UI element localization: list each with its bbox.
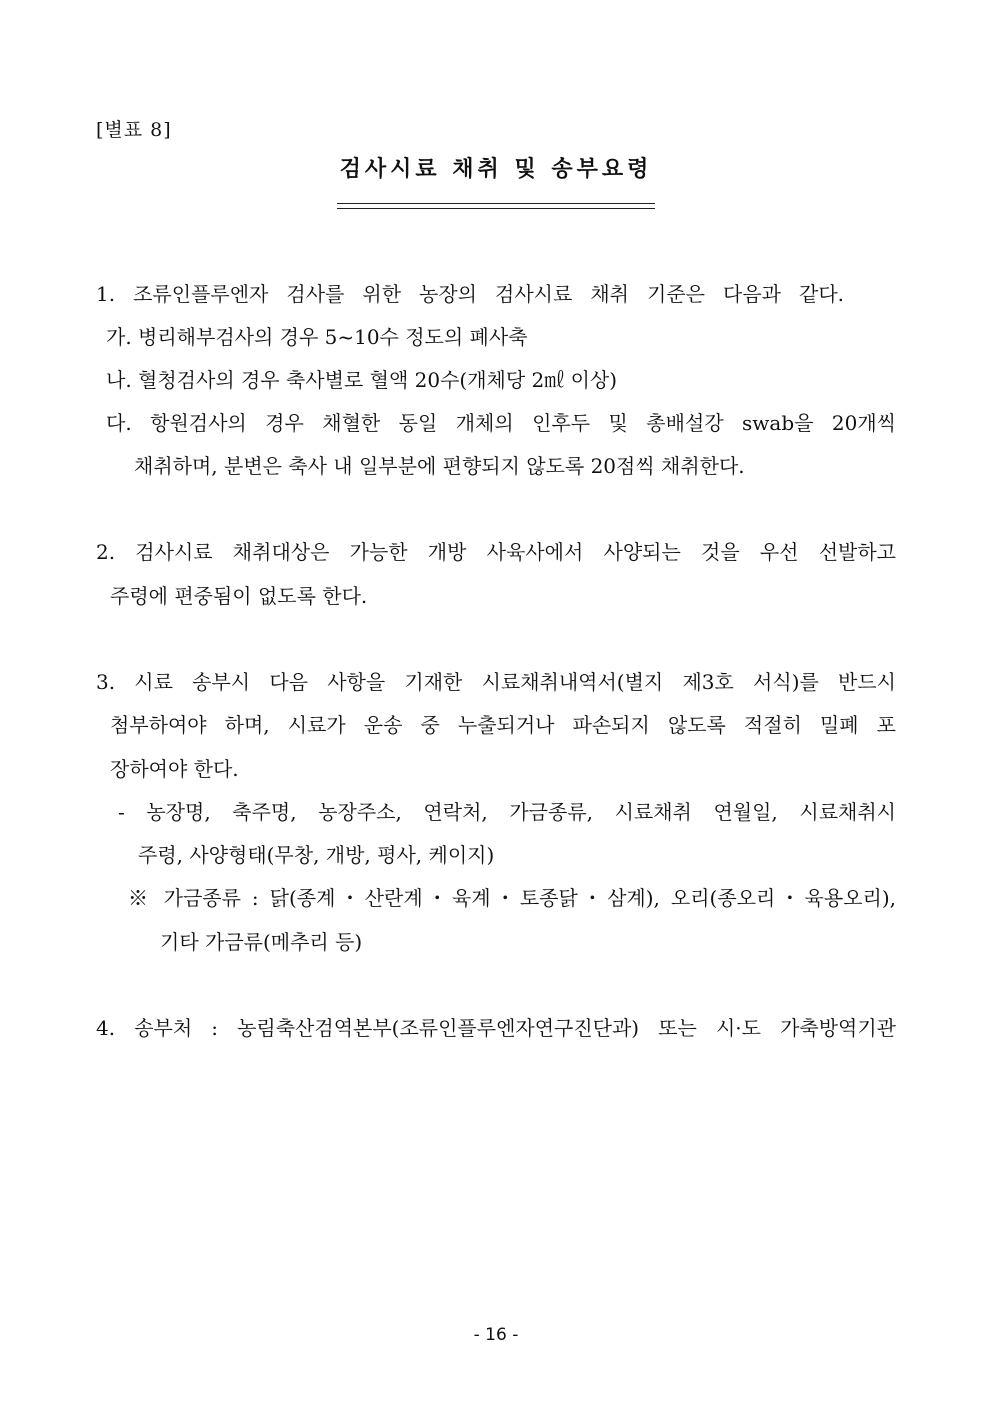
section-3-note-line-1: ※ 가금종류 : 닭(종계・산란계・육계・토종닭・삼계), 오리(종오리・육용오리), — [128, 886, 896, 910]
section-3-dash-item-line-2: 주령, 사양형태(무창, 개방, 평사, 케이지) — [138, 843, 495, 867]
page-number: - 16 - — [473, 1325, 519, 1345]
section-1-line-1: 1. 조류인플루엔자 검사를 위한 농장의 검사시료 채취 기준은 다음과 같다. — [96, 282, 844, 306]
section-1-item-da-line-1: 다. 항원검사의 경우 채혈한 동일 개체의 인후두 및 총배설강 swab을 20개씩 — [106, 411, 896, 435]
title-double-underline — [337, 203, 655, 209]
section-4-line-1: 4. 송부처 : 농림축산검역본부(조류인플루엔자연구진단과) 또는 시·도 가축방역기관 — [96, 1016, 896, 1040]
page-title: 검사시료 채취 및 송부요령 — [339, 156, 653, 182]
section-2-line-2: 주령에 편중됨이 없도록 한다. — [110, 584, 368, 608]
annex-label: [별표 8] — [96, 119, 172, 141]
section-1-item-na: 나. 혈청검사의 경우 축사별로 혈액 20수(개체당 2㎖ 이상) — [106, 368, 618, 392]
section-1-item-da-line-2: 채취하며, 분변은 축사 내 일부분에 편향되지 않도록 20점씩 채취한다. — [134, 454, 745, 478]
section-3-line-3: 장하여야 한다. — [110, 757, 239, 781]
section-3-dash-item-line-1: - 농장명, 축주명, 농장주소, 연락처, 가금종류, 시료채취 연월일, 시료채취시 — [118, 800, 896, 824]
section-3-note-line-2: 기타 가금류(메추리 등) — [160, 930, 363, 954]
section-3-line-1: 3. 시료 송부시 다음 사항을 기재한 시료채취내역서(별지 제3호 서식)를 반드시 — [96, 670, 896, 694]
section-1-item-ga: 가. 병리해부검사의 경우 5~10수 정도의 폐사축 — [106, 325, 528, 349]
section-2-line-1: 2. 검사시료 채취대상은 가능한 개방 사육사에서 사양되는 것을 우선 선발하고 — [96, 540, 896, 564]
section-3-line-2: 첨부하여야 하며, 시료가 운송 중 누출되거나 파손되지 않도록 적절히 밀폐 포 — [110, 713, 896, 737]
